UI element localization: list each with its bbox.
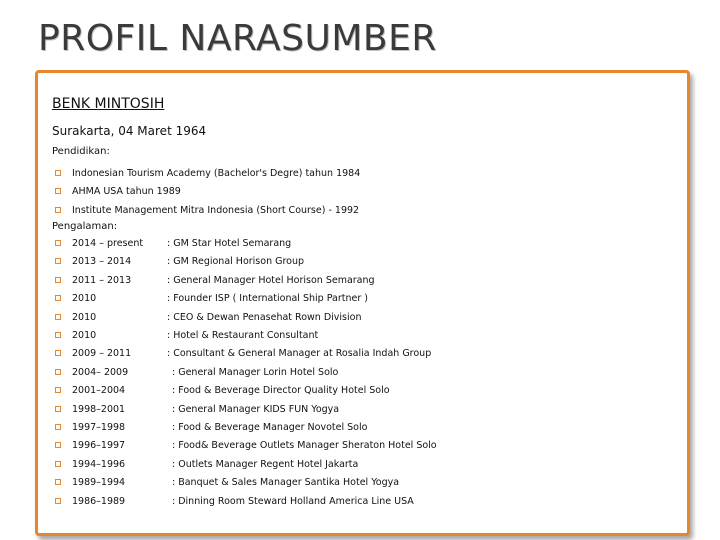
experience-role: : Consultant & General Manager at Rosalia Indah Group — [167, 348, 432, 359]
experience-year: 2010 — [72, 330, 97, 341]
square-bullet-icon — [55, 332, 61, 338]
experience-role: : General Manager Lorin Hotel Solo — [172, 367, 339, 378]
education-text: Indonesian Tourism Academy (Bachelor's Degre) tahun 1984 — [72, 168, 361, 179]
experience-year: 2013 – 2014 — [72, 256, 132, 267]
experience-role: : Food& Beverage Outlets Manager Sheraton Hotel Solo — [172, 440, 437, 451]
experience-role: : Dinning Room Steward Holland America Line USA — [172, 496, 414, 507]
experience-role: : Hotel & Restaurant Consultant — [167, 330, 319, 341]
experience-year: 2001–2004 — [72, 385, 126, 396]
experience-year: 1989–1994 — [72, 477, 126, 488]
experience-year: 1996–1997 — [72, 440, 126, 451]
experience-year: 2004– 2009 — [72, 367, 129, 378]
square-bullet-icon — [55, 424, 61, 430]
experience-role: : Founder ISP ( International Ship Partner ) — [167, 293, 368, 304]
education-text: Institute Management Mitra Indonesia (Short Course) - 1992 — [72, 205, 360, 216]
experience-role: : General Manager Hotel Horison Semarang — [167, 275, 375, 286]
experience-role: : Food & Beverage Manager Novotel Solo — [172, 422, 368, 433]
experience-year: 2010 — [72, 312, 97, 323]
square-bullet-icon — [55, 442, 61, 448]
education-text: AHMA USA tahun 1989 — [72, 186, 181, 197]
experience-year: 2009 – 2011 — [72, 348, 132, 359]
square-bullet-icon — [55, 350, 61, 356]
experience-heading: Pengalaman: — [52, 221, 118, 232]
square-bullet-icon — [55, 387, 61, 393]
experience-year: 2010 — [72, 293, 97, 304]
experience-role: : Banquet & Sales Manager Santika Hotel Yogya — [172, 477, 400, 488]
experience-year: 2014 – present — [72, 238, 144, 249]
square-bullet-icon — [55, 240, 61, 246]
square-bullet-icon — [55, 406, 61, 412]
experience-year: 1997–1998 — [72, 422, 126, 433]
experience-role: : GM Star Hotel Semarang — [167, 238, 292, 249]
square-bullet-icon — [55, 461, 61, 467]
experience-role: : Food & Beverage Director Quality Hotel Solo — [172, 385, 390, 396]
experience-role: : CEO & Dewan Penasehat Rown Division — [167, 312, 362, 323]
experience-year: 1994–1996 — [72, 459, 126, 470]
experience-role: : Outlets Manager Regent Hotel Jakarta — [172, 459, 359, 470]
square-bullet-icon — [55, 277, 61, 283]
square-bullet-icon — [55, 479, 61, 485]
experience-year: 1986–1989 — [72, 496, 126, 507]
square-bullet-icon — [55, 498, 61, 504]
experience-year: 2011 – 2013 — [72, 275, 132, 286]
experience-role: : General Manager KIDS FUN Yogya — [172, 404, 340, 415]
education-heading: Pendidikan: — [52, 146, 110, 157]
square-bullet-icon — [55, 258, 61, 264]
square-bullet-icon — [55, 314, 61, 320]
square-bullet-icon — [55, 207, 61, 213]
experience-year: 1998–2001 — [72, 404, 126, 415]
page-title: PROFIL NARASUMBER — [38, 18, 437, 59]
square-bullet-icon — [55, 369, 61, 375]
square-bullet-icon — [55, 295, 61, 301]
birth-info: Surakarta, 04 Maret 1964 — [52, 124, 207, 138]
experience-role: : GM Regional Horison Group — [167, 256, 305, 267]
speaker-name: BENK MINTOSIH — [52, 96, 165, 112]
square-bullet-icon — [55, 170, 61, 176]
square-bullet-icon — [55, 188, 61, 194]
